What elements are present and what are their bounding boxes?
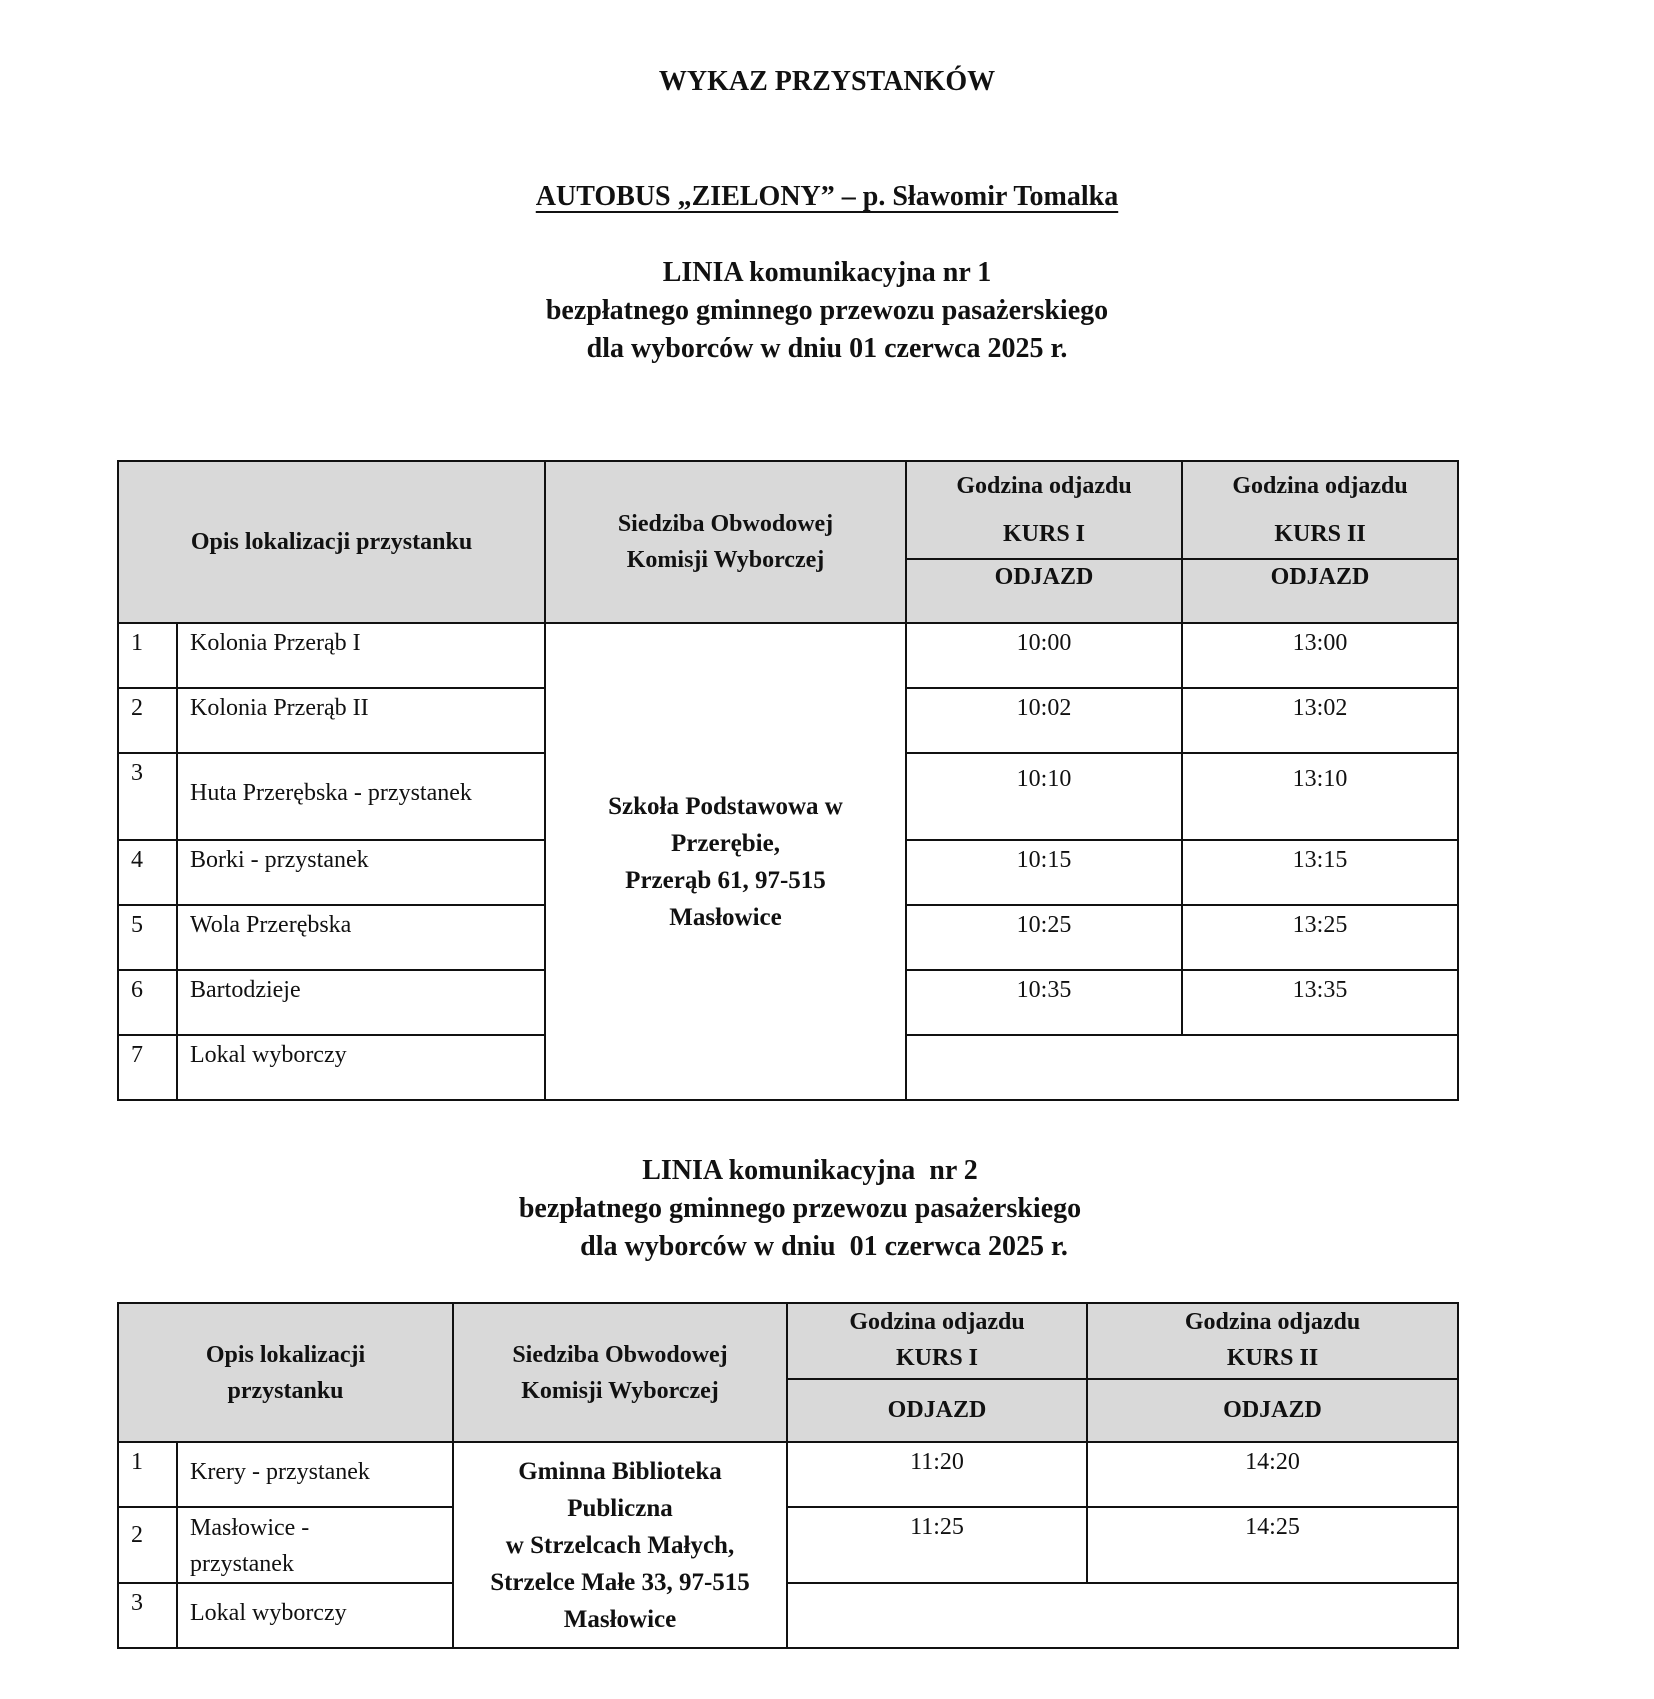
stop-name: Wola Przerębska xyxy=(177,905,545,970)
address-line: Szkoła Podstawowa w xyxy=(608,792,843,820)
address-line: Masłowice xyxy=(563,1605,677,1633)
departure-time-course-1: 10:10 xyxy=(906,753,1182,840)
header-text: przystanku xyxy=(227,1377,344,1404)
address-line: Masłowice xyxy=(669,903,782,931)
address-line: Publiczna xyxy=(567,1494,673,1522)
header-course-1 xyxy=(906,461,1182,559)
stop-name xyxy=(177,1507,453,1583)
stop-name: Lokal wyborczy xyxy=(177,1035,545,1100)
departure-time-course-1: 10:02 xyxy=(906,688,1182,753)
departure-time-course-2: 14:20 xyxy=(1087,1442,1458,1507)
line2-schedule-table xyxy=(117,1302,1459,1649)
address-line: Przerąb 61, 97-515 xyxy=(625,866,826,894)
stop-name: Lokal wyborczy xyxy=(177,1583,453,1648)
line1-heading-line: dla wyborców w dniu 01 czerwca 2025 r. xyxy=(586,333,1068,364)
stop-name: Krery - przystanek xyxy=(177,1442,453,1507)
stop-number: 1 xyxy=(118,623,177,688)
header-text: Siedziba Obwodowej xyxy=(617,511,834,537)
departure-time-course-2: 13:10 xyxy=(1182,753,1458,840)
address-line: w Strzelcach Małych, xyxy=(505,1531,735,1559)
header-text: KURS I xyxy=(895,1345,979,1371)
header-text: Godzina odjazdu xyxy=(1184,1309,1361,1335)
line1-schedule-table xyxy=(117,460,1459,1101)
departure-time-course-1: 11:25 xyxy=(787,1507,1087,1583)
table-row xyxy=(118,1442,1458,1507)
header-text: Komisji Wyborczej xyxy=(626,547,825,573)
stop-name: Kolonia Przerąb II xyxy=(177,688,545,753)
header-text: KURS II xyxy=(1274,521,1366,547)
address-line: Gminna Biblioteka xyxy=(518,1457,722,1485)
stop-name: Bartodzieje xyxy=(177,970,545,1035)
commission-seat-address xyxy=(453,1442,787,1648)
address-line: Przerębie, xyxy=(671,829,780,857)
empty-time-cell xyxy=(787,1583,1458,1648)
header-text: Siedziba Obwodowej xyxy=(512,1341,728,1368)
line2-heading xyxy=(470,1152,1150,1190)
address-line: Strzelce Małe 33, 97-515 xyxy=(490,1568,750,1596)
header-text: Godzina odjazdu xyxy=(956,473,1132,499)
document-subtitle xyxy=(0,181,1654,213)
header-departure-2: ODJAZD xyxy=(1182,559,1458,623)
header-text: Opis lokalizacji xyxy=(205,1341,366,1368)
header-commission-seat xyxy=(545,461,906,623)
departure-time-course-1: 11:20 xyxy=(787,1442,1087,1507)
header-commission-seat xyxy=(453,1303,787,1442)
line2-heading-line: dla wyborców w dniu 01 czerwca 2025 r. xyxy=(580,1231,1068,1262)
table-row xyxy=(118,1507,1458,1583)
document-title: WYKAZ PRZYSTANKÓW xyxy=(658,66,996,97)
stop-name: Borki - przystanek xyxy=(177,840,545,905)
stop-number: 4 xyxy=(118,840,177,905)
header-text: Godzina odjazdu xyxy=(1232,473,1408,499)
header-departure-2: ODJAZD xyxy=(1087,1379,1458,1442)
stop-number: 1 xyxy=(118,1442,177,1507)
stop-number: 7 xyxy=(118,1035,177,1100)
header-text: Komisji Wyborczej xyxy=(521,1377,719,1404)
bus-operator-label: AUTOBUS „ZIELONY” – p. Sławomir Tomalka xyxy=(535,181,1119,212)
departure-time-course-2: 13:00 xyxy=(1182,623,1458,688)
line1-heading-line: bezpłatnego gminnego przewozu pasażerskiego xyxy=(545,295,1109,326)
stop-number: 2 xyxy=(118,1507,177,1583)
stop-number: 3 xyxy=(118,1583,177,1648)
line2-heading-line: LINIA komunikacyjna nr 2 xyxy=(642,1155,978,1186)
departure-time-course-2: 13:35 xyxy=(1182,970,1458,1035)
departure-time-course-1: 10:25 xyxy=(906,905,1182,970)
stop-number: 6 xyxy=(118,970,177,1035)
line1-heading xyxy=(0,254,1654,368)
header-departure-1: ODJAZD xyxy=(787,1379,1087,1442)
empty-time-cell xyxy=(906,1035,1458,1100)
header-stop-location xyxy=(118,461,545,623)
line1-heading-line: LINIA komunikacyjna nr 1 xyxy=(662,257,992,288)
header-text: KURS II xyxy=(1226,1345,1319,1371)
stop-name: Huta Przerębska - przystanek xyxy=(177,753,545,840)
stop-number: 2 xyxy=(118,688,177,753)
header-course-2 xyxy=(1182,461,1458,559)
departure-time-course-1: 10:35 xyxy=(906,970,1182,1035)
stop-number: 5 xyxy=(118,905,177,970)
departure-time-course-2: 14:25 xyxy=(1087,1507,1458,1583)
header-stop-location xyxy=(118,1303,453,1442)
stop-name-line: przystanek xyxy=(190,1551,294,1577)
header-course-2 xyxy=(1087,1303,1458,1379)
departure-time-course-2: 13:25 xyxy=(1182,905,1458,970)
stop-name: Kolonia Przerąb I xyxy=(177,623,545,688)
departure-time-course-1: 10:00 xyxy=(906,623,1182,688)
stop-name-line: Masłowice - xyxy=(190,1515,310,1541)
stop-number: 3 xyxy=(118,753,177,840)
departure-time-course-2: 13:15 xyxy=(1182,840,1458,905)
line2-heading-line: bezpłatnego gminnego przewozu pasażerskiego xyxy=(518,1193,1082,1224)
header-departure-1: ODJAZD xyxy=(906,559,1182,623)
header-text: Opis lokalizacji przystanku xyxy=(190,529,473,555)
departure-time-course-2: 13:02 xyxy=(1182,688,1458,753)
header-text: KURS I xyxy=(1002,521,1086,547)
header-text: Godzina odjazdu xyxy=(849,1309,1025,1335)
header-course-1 xyxy=(787,1303,1087,1379)
commission-seat-address xyxy=(545,623,906,1100)
departure-time-course-1: 10:15 xyxy=(906,840,1182,905)
line2-heading-sub xyxy=(460,1190,1140,1266)
table-row xyxy=(118,623,1458,688)
table-row xyxy=(118,1583,1458,1648)
